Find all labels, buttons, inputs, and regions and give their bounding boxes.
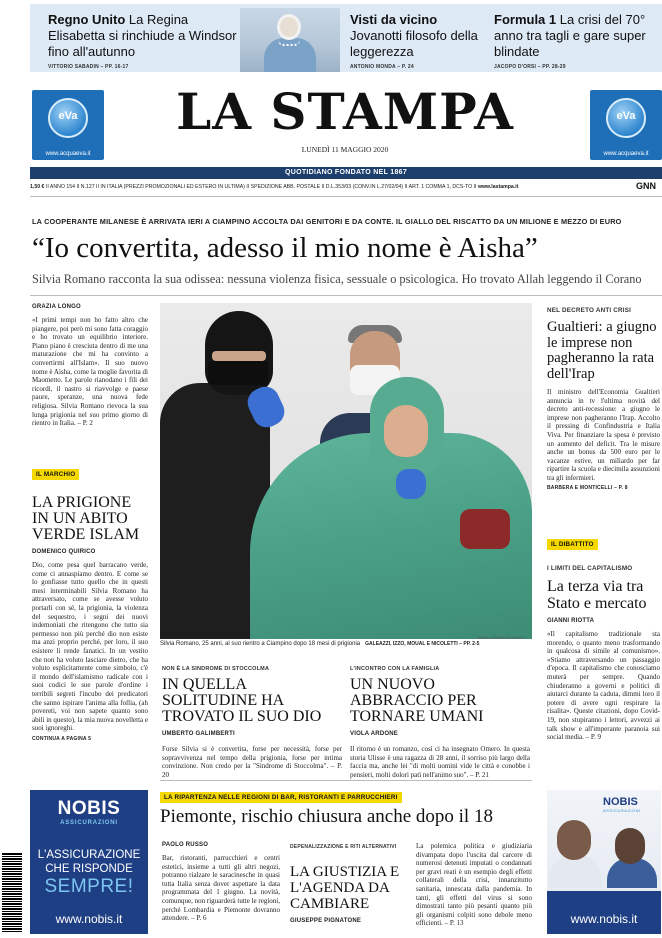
divider <box>30 295 662 296</box>
section-label: IL DIBATTITO <box>547 539 598 550</box>
story-piemonte <box>162 842 280 923</box>
nobis-tagline: L'ASSICURAZIONE CHE RISPONDE <box>37 849 141 875</box>
lead-photo[interactable] <box>160 303 532 639</box>
byline: GIANNI RIOTTA <box>547 618 595 624</box>
site-url[interactable]: www.lastampa.it <box>477 184 519 190</box>
eva-ad-left[interactable] <box>32 90 104 160</box>
founded-bar: QUOTIDIANO FONDATO NEL 1867 <box>30 167 662 179</box>
topic-label: I LIMITI DEL CAPITALISMO <box>547 565 633 572</box>
opinion-headline[interactable]: La terza via tra Stato e mercato <box>547 578 647 612</box>
teaser-visti-da-vicino[interactable] <box>350 12 490 70</box>
byline: BARBERA E MONTICELLI – P. 8 <box>547 484 628 491</box>
byline: PAOLO RUSSO <box>162 842 209 848</box>
bottom-section <box>160 786 532 804</box>
right-story-irap <box>547 307 660 491</box>
section-label: DEPENALIZZAZIONE E RITI ALTERNATIVI <box>290 844 397 850</box>
bottom-headline[interactable]: Piemonte, rischio chiusura anche dopo il 18 <box>160 806 493 827</box>
teaser-bar <box>30 4 662 72</box>
article-body: «I primi tempi non ho fatto altro che piangere, poi però mi sono fatta coraggio e ho trovato un equilibrio interiore. Piano piano è cresciuta dentro di me una maturazione che mi ha convinto a convertirmi all'Islam». Il suo nuovo nome è Aisha, come la moglie favorita di Maometto. Le parole rianodano i fili dei ricordi, il nastro si riavvolge e paese paure, speranze, una nuova fede religiosa. Silvia Romano rievoca la sua lunga prigionia nel suo primo giorno di rientro in Italia. – P. 2 <box>32 316 148 428</box>
eva-brand: eVa <box>616 110 636 122</box>
photo-caption <box>160 641 532 647</box>
operator-photo <box>615 828 645 864</box>
masthead-title[interactable]: LA STAMPA <box>176 82 514 141</box>
nobis-sub: ASSICURAZIONI <box>60 820 118 826</box>
byline: GRAZIA LONGO <box>32 304 81 310</box>
teaser-formula-1[interactable] <box>494 12 660 70</box>
eva-url: www.acquaeva.it <box>603 151 649 157</box>
teaser-text: Jovanotti filosofo della leggerezza <box>350 28 478 59</box>
lead-kicker: LA COOPERANTE MILANESE È ARRIVATA IERI A CIAMPINO ACCOLTA DAI GENITORI E DA CONTE. IL GIALLO DEL RISCATTO DA UN MILIONE E MEZZO DI EURO <box>32 217 622 226</box>
story-headline[interactable]: Gualtieri: a giugno le imprese non pagheranno la rata dell'Irap <box>547 319 657 382</box>
article-body: «Il capitalismo tradizionale sta morendo, o quanto meno trasformando in qualcosa di simile al comunismo». «Stiamo attraversando un passaggio d'epoca. Il capitalismo che conosciamo muterà per sempre. Quando chiuderanno a governi e politici di aiutarci durante la caduta, dimmi loro il potere di avere ogni respirare la risalita». Queste citazioni, dopo Covid-19, non stupiranno i lettori, avvezzi ai talk show e all'imperante paranoia sui social media. – P. 9 <box>547 630 660 742</box>
article-body: Il ritorno è un romanzo, così ci ha insegnato Omero. In questa storia Ulisse è una ragazza di 28 anni, il sorriso più largo della faccia ma, anche lei "di molti uomini vide le città e conobbe i pensieri, molti dolori patì nell'animo suo". – P. 21 <box>350 745 530 779</box>
article-body: Il ministro dell'Economia Gualtieri annuncia in tv l'ultima novità del decreto anti-recessione: a giugno le imprese non pagheranno l'Irap. Accolto il pressing di Confindustria e Italia Viva. Per finanziare la spesa è previsto un aumento del deficit. Tra le misure anche un bonus da 500 euro per le vacanze estive, un miliardo per far ripartire la scuola e diecimila assunzioni tra gli infermieri. <box>547 388 660 482</box>
article-body: Dio, come pesa quel barracano verde, come ci annaspiamo dentro. E come se lo gonfiasse tutto quello che in questi mesi interminabili Silvia Romano ha attraversato, come se avesse voluto portarli con sé, la prigionia, la violenza del sequestro, i segni dei nuovi indemoniati che ritengono che tutto sia permesso non più perché dio non esiste ma anzi proprio perché, per loro, il suo esistere li rende fanatici. In un vestito che non ha voluto lasciare dietro, che ha voluto esplicitamente come simbolo, c'è il mondo dell'islamismo radicale con i suoi codici le sue parole d'ordine i terribili segreti l'incubo dei predicatori che sanno ispirare l'anima alla follia, (ah povereti, voi non sapete quanto sono abili in questo), la mia nuova novelletta e suoi ignoreghi. <box>32 561 148 733</box>
teaser-title: Regno Unito <box>48 12 126 27</box>
teaser-byline: VITTORIO SABADIN – PP. 16-17 <box>48 64 129 70</box>
info-text: II ANNO 154 II N.127 II IN ITALIA (PREZZI PROMOZIONALI ED ESTERO IN ULTIMA) II SPEDIZIONE ABB. POSTALE II D.L.353/03 (CONV.IN L.27/02/04) II ART. 1 COMMA 1, DCS-TO II <box>45 184 477 190</box>
section-label: NEL DECRETO ANTI CRISI <box>547 307 632 314</box>
teaser-byline: JACOPO D'ORSI – PP. 28-29 <box>494 64 566 70</box>
nobis-logo: NOBIS <box>603 796 638 808</box>
story-giustizia-body <box>416 842 532 928</box>
lead-subhead: Silvia Romano racconta la sua odissea: nessuna violenza fisica, sessuale o psicologica. Ho trovato Allah leggendo il Corano <box>32 272 642 286</box>
article-body: La polemica politica e giudiziaria divampata dopo l'uscita dal carcere di numerosi detenuti imputati o condannati per gravi reati è un esempio degli effetti collaterali della crisi, innanzitutto sanitaria, innescata dalla pandemia. In tanti, gli effetti del virus si sono dimostrati tanto più pesanti quanto più gli organismi colpiti sono debole meno efficienti. – P. 13 <box>416 842 532 928</box>
teaser-title: Formula 1 <box>494 12 557 27</box>
section-label: LA RIPARTENZA NELLE REGIONI DI BAR, RISTORANTI E PARRUCCHIERI <box>160 792 402 803</box>
eva-brand: eVa <box>58 110 78 122</box>
divider <box>160 780 532 781</box>
divider <box>30 196 662 197</box>
left-column <box>32 304 148 428</box>
caption-credits: GALEAZZI, IZZO, MOUAL E NICOLETTI – PP. 2-5 <box>365 641 480 647</box>
right-opinion <box>547 533 660 742</box>
nobis-ad-right[interactable] <box>547 790 661 934</box>
byline: DOMENICO QUIRICO <box>32 549 96 555</box>
section-label: NON È LA SINDROME DI STOCCOLMA <box>162 666 270 672</box>
nobis-url: www.nobis.it <box>55 912 123 926</box>
section-label: L'INCONTRO CON LA FAMIGLIA <box>350 666 440 672</box>
teaser-byline: ANTONIO MONDA – P. 24 <box>350 64 414 70</box>
byline: UMBERTO GALIMBERTI <box>162 731 235 737</box>
caption-text: Silvia Romano, 25 anni, al suo rientro a Ciampino dopo 18 mesi di prigionia <box>160 641 361 647</box>
info-line <box>30 184 630 190</box>
teaser-text: La crisi del 70° anno tra tagli e gare super blindate <box>494 12 646 59</box>
photo-credit: ANSA / FABIO FRUSTACI <box>478 635 525 640</box>
section-label: IL MARCHIO <box>32 469 79 480</box>
story-headline[interactable]: UN NUOVO ABBRACCIO PER TORNARE UMANI <box>350 676 484 725</box>
eva-ad-right[interactable] <box>590 90 662 160</box>
teaser-regno-unito[interactable] <box>48 12 238 70</box>
lead-headline[interactable]: “Io convertita, adesso il mio nome è Aisha” <box>32 232 538 264</box>
story-headline[interactable]: IN QUELLA SOLITUDINE HA TROVATO IL SUO DIO <box>162 676 322 725</box>
nobis-logo: NOBIS <box>57 798 121 819</box>
byline: GIUSEPPE PIGNATONE <box>290 918 362 924</box>
byline: VIOLA ARDONE <box>350 731 398 737</box>
opinion-headline[interactable]: LA PRIGIONE IN UN ABITO VERDE ISLAM <box>32 494 140 543</box>
article-body: Forse Silvia si è convertita, forse per necessità, forse per sopravvivenza nel tempo della prigionia, forse per intima convinzione. Non credo per la "Sindrome di Stoccolma". – P. 20 <box>162 745 342 779</box>
nobis-url: www.nobis.it <box>570 912 638 926</box>
story-abbraccio <box>350 666 530 779</box>
story-headline[interactable]: LA GIUSTIZIA E L'AGENDA DA CAMBIARE <box>290 864 400 912</box>
teaser-title: Visti da vicino <box>350 12 438 27</box>
eva-url: www.acquaeva.it <box>45 151 91 157</box>
nobis-tagline-sempre: SEMPRE! <box>44 876 134 897</box>
story-giustizia <box>290 844 408 924</box>
story-solitudine <box>162 666 342 779</box>
teaser-text: La Regina Elisabetta si rinchiude a Windsor fino all'autunno <box>48 12 237 59</box>
price: 1,50 € <box>30 184 45 190</box>
barcode <box>2 852 22 932</box>
continue-note: CONTINUA A PAGINA 5 <box>32 735 92 742</box>
queen-photo <box>240 8 340 72</box>
nobis-sub: ASSICURAZIONI <box>603 808 641 813</box>
left-opinion <box>32 463 148 742</box>
operator-photo <box>557 820 591 860</box>
gnn-logo: GNN <box>636 181 656 191</box>
nobis-ad-left[interactable] <box>30 790 148 934</box>
article-body: Bar, ristoranti, parrucchieri e centri estetici, insieme a tutti gli altri negozi, potranno rialzare le saracinesche in quasi tutta Italia senza dover aspettare la data programmata del 1 giugno. La novità, comunque, non riguarderà tutte le regioni, perché Lombardia e Piemonte dovranno attendere. – P. 6 <box>162 854 280 923</box>
dateline: LUNEDÌ 11 MAGGIO 2020 <box>301 145 389 154</box>
